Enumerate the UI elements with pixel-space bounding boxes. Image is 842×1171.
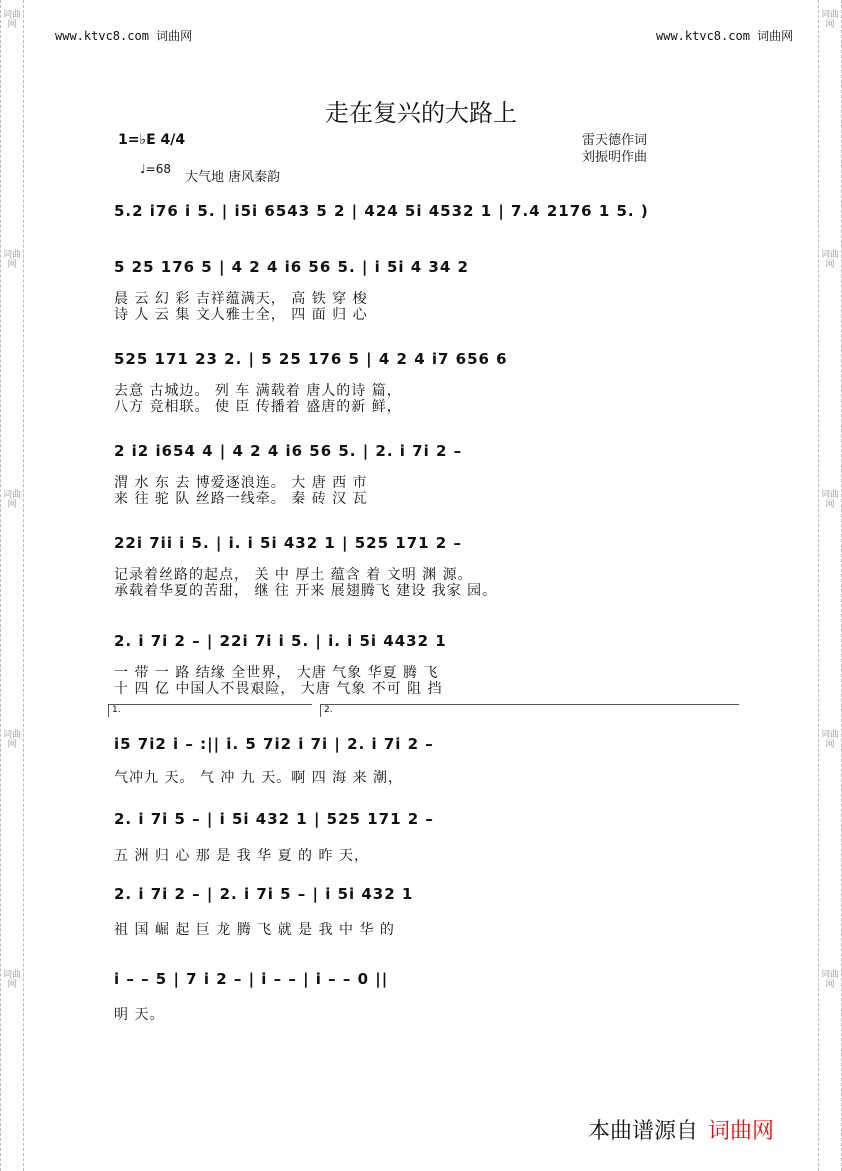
- score-row: [108, 202, 744, 262]
- lyric-line-2: 来 往 驼 队 丝路一线牵。 秦 砖 汉 瓦: [114, 491, 368, 507]
- lyric-line-1: 明 天。: [114, 1007, 165, 1023]
- notation-line: 2. i 7i 5 – | i 5i 432 1 | 525 171 2 –: [114, 810, 434, 828]
- footer-brand-link[interactable]: 词曲网: [708, 1119, 775, 1144]
- tempo-mark: ♩=68: [140, 162, 171, 176]
- site-link-right[interactable]: [656, 27, 793, 44]
- credits: [582, 132, 647, 166]
- notation-line: 2 i2 i654 4 | 4 2 4 i6 56 5. | 2. i 7i 2 –: [114, 442, 463, 460]
- watermark: 词曲网: [2, 730, 21, 750]
- lyric-line-1: 五 洲 归 心 那 是 我 华 夏 的 昨 天，: [114, 848, 369, 864]
- watermark: 词曲网: [2, 10, 21, 30]
- score-row: [108, 442, 744, 507]
- notation-line: i5 7i2 i – :|| i. 5 7i2 i 7i | 2. i 7i 2 –: [114, 735, 434, 753]
- song-title: 走在复兴的大路上: [325, 99, 517, 127]
- expression-mark: 大气地 唐风秦韵: [185, 170, 281, 185]
- watermark: 词曲网: [2, 250, 21, 270]
- lyricist: 雷天德作词: [582, 133, 648, 148]
- notation-line: 22i 7ii i 5. | i. i 5i 432 1 | 525 171 2 –: [114, 534, 462, 552]
- watermark: 词曲网: [820, 250, 839, 270]
- watermark: 词曲网: [2, 970, 21, 990]
- site-url: www.ktvc8.com: [55, 29, 149, 43]
- notation-line: 2. i 7i 2 – | 2. i 7i 5 – | i 5i 432 1: [114, 885, 414, 903]
- lyric-line-2: 十 四 亿 中国人不畏艰险， 大唐 气象 不可 阻 挡: [114, 681, 443, 697]
- first-ending-bracket: 1.: [108, 704, 312, 717]
- score-row: [108, 970, 744, 1030]
- footer-source-text: 本曲谱源自: [588, 1119, 699, 1144]
- notation-line: 5 25 176 5 | 4 2 4 i6 56 5. | i 5i 4 34 2: [114, 258, 469, 276]
- site-name: 词曲网: [156, 29, 193, 43]
- site-name: 词曲网: [757, 29, 794, 43]
- score-row: [108, 534, 744, 599]
- lyric-line-1: 晨 云 幻 彩 吉祥蕴满天， 高 铁 穿 梭: [114, 291, 368, 307]
- notation-line: 5.2 i76 i 5. | i5i 6543 5 2 | 424 5i 4532 1 | 7.4 2176 1 5. ): [114, 202, 649, 220]
- site-link-left[interactable]: [55, 27, 192, 44]
- watermark: 词曲网: [820, 970, 839, 990]
- notation-line: 525 171 23 2. | 5 25 176 5 | 4 2 4 i7 656 6: [114, 350, 508, 368]
- left-watermark-strip: [0, 0, 24, 1171]
- site-url: www.ktvc8.com: [656, 29, 750, 43]
- composer: 刘振明作曲: [582, 150, 648, 165]
- notation-line: 2. i 7i 2 – | 22i 7i i 5. | i. i 5i 4432 1: [114, 632, 447, 650]
- right-watermark-strip: [818, 0, 842, 1171]
- lyric-line-1: 一 带 一 路 结缘 全世界， 大唐 气象 华夏 腾 飞: [114, 665, 439, 681]
- second-ending-bracket: 2.: [320, 704, 739, 717]
- score-row: [108, 350, 744, 415]
- score-row: [108, 810, 744, 870]
- lyric-line-1: 渭 水 东 去 博爱逐浪连。 大 唐 西 市: [114, 475, 368, 491]
- footer-credit: [588, 1114, 774, 1145]
- lyric-line-1: 祖 国 崛 起 巨 龙 腾 飞 就 是 我 中 华 的: [114, 922, 395, 938]
- watermark: 词曲网: [820, 730, 839, 750]
- watermark: 词曲网: [2, 490, 21, 510]
- watermark: 词曲网: [820, 490, 839, 510]
- score-row: [108, 885, 744, 945]
- key-signature: 1=♭E 4/4: [118, 132, 186, 148]
- score-row: [108, 632, 744, 697]
- score-row: [108, 258, 744, 323]
- watermark: 词曲网: [820, 10, 839, 30]
- lyric-line-1: 去意 古城边。 列 车 满载着 唐人的诗 篇，: [114, 383, 402, 399]
- lyric-line-1: 记录着丝路的起点， 关 中 厚土 蕴含 着 文明 渊 源。: [114, 567, 473, 583]
- lyric-line-1: 气冲九 天。 气 冲 九 天。啊 四 海 来 潮，: [114, 770, 404, 786]
- lyric-line-2: 诗 人 云 集 文人雅士全， 四 面 归 心: [114, 307, 368, 323]
- lyric-line-2: 承载着华夏的苦甜， 继 往 开来 展翅腾飞 建设 我家 园。: [114, 583, 498, 599]
- score-row: [108, 735, 744, 795]
- lyric-line-2: 八方 竞相联。 使 臣 传播着 盛唐的新 鲜，: [114, 399, 402, 415]
- notation-line: i – – 5 | 7 i 2 – | i – – | i – – 0 ||: [114, 970, 389, 988]
